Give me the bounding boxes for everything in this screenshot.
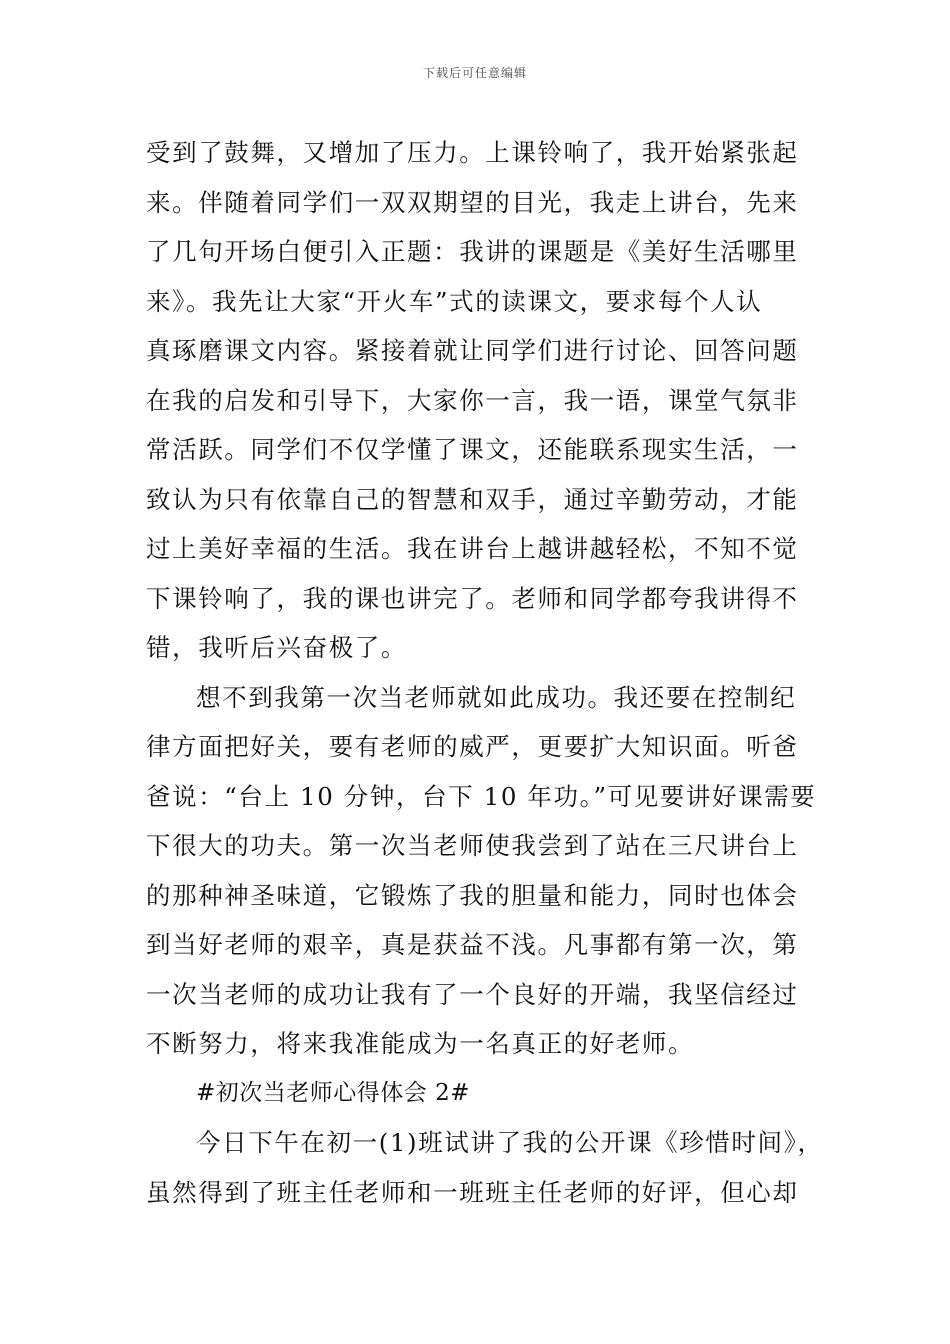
text-line: 过上美好幸福的生活。我在讲台上越讲越轻松，不知不觉 — [146, 534, 799, 563]
text-line: 不断努力，将来我准能成为一名真正的好老师。 — [146, 1029, 695, 1058]
text-line: 到当好老师的艰辛，真是获益不浅。凡事都有第一次，第 — [146, 930, 799, 959]
text-line: 下课铃响了，我的课也讲完了。老师和同学都夸我讲得不 — [146, 583, 799, 613]
text-line: 错，我听后兴奋极了。 — [146, 633, 407, 662]
text-line: 真琢磨课文内容。紧接着就让同学们进行讨论、回答问题 — [146, 336, 799, 365]
text-line: 在我的启发和引导下，大家你一言，我一语，课堂气氛非 — [146, 385, 799, 415]
section-heading: #初次当老师心得体会 2# — [196, 1079, 470, 1106]
text-line: 致认为只有依靠自己的智慧和双手，通过辛勤劳动，才能 — [146, 484, 799, 514]
text-line: 来。伴随着同学们一双双期望的目光，我走上讲台，先来 — [146, 187, 799, 217]
text-line: 受到了鼓舞，又增加了压力。上课铃响了，我开始紧张起 — [146, 138, 799, 167]
document-body — [146, 128, 824, 1217]
page-header: 下载后可任意编辑 — [422, 66, 527, 80]
text-line: 虽然得到了班主任老师和一班班主任老师的好评，但心却 — [146, 1177, 799, 1207]
text-line: 一次当老师的成功让我有了一个良好的开端，我坚信经过 — [146, 979, 799, 1009]
text-line: 爸说：“台上 10 分钟，台下 10 年功。”可见要讲好课需要 — [146, 781, 817, 811]
text-line: 了几句开场白便引入正题：我讲的课题是《美好生活哪里 — [146, 237, 799, 266]
text-line: 来》。我先让大家“开火车”式的读课文，要求每个人认 — [146, 286, 763, 316]
text-line: 今日下午在初一(1)班试讲了我的公开课《珍惜时间》， — [196, 1128, 824, 1157]
text-line: 的那种神圣味道，它锻炼了我的胆量和能力，同时也体会 — [146, 880, 799, 910]
text-line: 常活跃。同学们不仅学懂了课文，还能联系现实生活，一 — [146, 435, 799, 464]
text-line: 想不到我第一次当老师就如此成功。我还要在控制纪 — [196, 682, 797, 712]
text-line: 律方面把好关，要有老师的威严，更要扩大知识面。听爸 — [146, 732, 799, 761]
text-line: 下很大的功夫。第一次当老师使我尝到了站在三尺讲台上 — [146, 831, 799, 860]
